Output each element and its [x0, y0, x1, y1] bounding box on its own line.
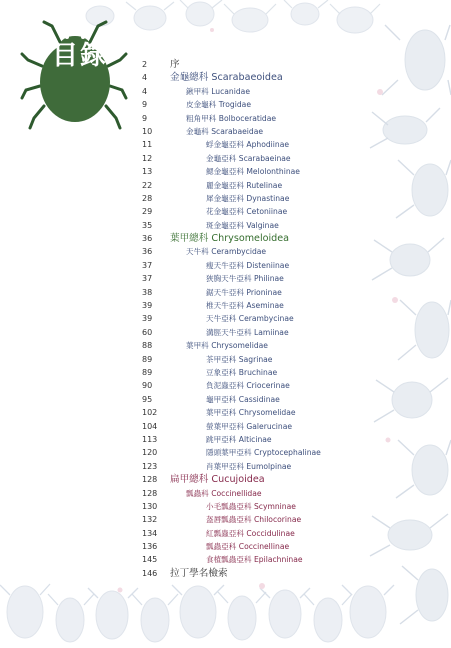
toc-entry-title: 溝脛天牛亞科 Lamiinae [206, 327, 289, 337]
toc-page-number: 136 [142, 542, 158, 552]
toc-entry [134, 567, 394, 580]
toc-page-number: 22 [142, 180, 153, 190]
toc-entry-title: 金龜亞科 Scarabaeinae [206, 153, 291, 163]
toc-entry [134, 366, 394, 379]
toc-entry [134, 379, 394, 392]
toc-page-number: 88 [142, 341, 153, 351]
toc-page-number: 37 [142, 274, 153, 284]
toc-entry [134, 513, 394, 526]
toc-page-number: 130 [142, 501, 158, 511]
toc-entry [134, 353, 394, 366]
toc-entry-title: 小毛瓢蟲亞科 Scymninae [206, 501, 296, 511]
toc-entry-title: 序 [170, 59, 180, 70]
toc-entry-title: 肖葉甲亞科 Eumolpinae [206, 461, 292, 471]
toc-entry [134, 406, 394, 419]
toc-entry [134, 152, 394, 165]
toc-entry-title: 鍬甲科 Lucanidae [186, 86, 251, 96]
toc-entry [134, 553, 394, 566]
toc-entry-title: 皮金龜科 Trogidae [186, 100, 251, 110]
toc-entry-title: 鋸天牛亞科 Prioninae [206, 287, 282, 297]
toc-entry [134, 326, 394, 339]
toc-entry [134, 393, 394, 406]
toc-entry [134, 58, 394, 71]
toc-entry [134, 420, 394, 433]
toc-entry-title: 拉丁學名檢索 [170, 567, 228, 579]
toc-entry [134, 165, 394, 178]
toc-page-number: 9 [142, 113, 148, 123]
toc-page-number: 134 [142, 528, 158, 538]
toc-page-number: 38 [142, 287, 153, 297]
toc-page-number: 36 [142, 247, 153, 257]
toc-entry-title: 粗角甲科 Bolboceratidae [186, 113, 277, 123]
toc-entry-title: 瓢蟲科 Coccinellidae [186, 488, 262, 498]
toc-entry [134, 71, 394, 84]
toc-entry [134, 339, 394, 352]
toc-entry [134, 98, 394, 111]
toc-entry-title: 犀金龜亞科 Dynastinae [206, 193, 290, 203]
toc-entry-title: 茶甲亞科 Sagrinae [206, 354, 273, 364]
toc-entry-title: 負泥蟲亞科 Criocerinae [206, 381, 290, 391]
toc-page-number: 29 [142, 207, 153, 217]
toc-page-number: 104 [142, 421, 158, 431]
toc-page-number: 35 [142, 220, 153, 230]
toc-entry [134, 446, 394, 459]
toc-title: 目錄 [51, 41, 108, 71]
toc-entry-title: 瓢蟲亞科 Coccinellinae [206, 542, 290, 552]
toc-entry [134, 500, 394, 513]
table-of-contents [134, 58, 394, 580]
toc-entry [134, 85, 394, 98]
toc-page-number: 90 [142, 381, 153, 391]
toc-page-number: 4 [142, 86, 148, 96]
toc-entry [134, 179, 394, 192]
toc-entry-title: 豆象亞科 Bruchinae [206, 367, 278, 377]
toc-entry [134, 460, 394, 473]
toc-entry [134, 205, 394, 218]
toc-page-number: 128 [142, 488, 158, 498]
toc-page-number: 9 [142, 100, 148, 110]
toc-entry-title: 跳甲亞科 Alticinae [206, 434, 272, 444]
toc-entry [134, 540, 394, 553]
toc-page-number: 2 [142, 60, 148, 69]
toc-page-number: 113 [142, 434, 158, 444]
toc-entry-title: 瘦天牛亞科 Disteniinae [206, 260, 290, 270]
toc-page-number: 89 [142, 354, 153, 364]
toc-page-number: 95 [142, 394, 153, 404]
toc-entry [134, 272, 394, 285]
toc-entry [134, 433, 394, 446]
toc-entry [134, 138, 394, 151]
toc-page-number: 28 [142, 193, 153, 203]
toc-entry-title: 葉甲亞科 Chrysomelidae [206, 408, 296, 418]
toc-entry [134, 125, 394, 138]
toc-page-number: 11 [142, 140, 153, 150]
toc-entry-title: 葉甲總科 Chrysomeloidea [170, 233, 290, 245]
toc-entry [134, 112, 394, 125]
toc-page-number: 10 [142, 126, 153, 136]
toc-entry-title: 隱頭葉甲亞科 Cryptocephalinae [206, 448, 321, 458]
toc-entry-title: 椎天牛亞科 Aseminae [206, 301, 284, 311]
toc-entry-title: 金龜總科 Scarabaeoidea [170, 72, 283, 84]
toc-page-number: 13 [142, 167, 153, 177]
toc-entry [134, 312, 394, 325]
toc-entry [134, 473, 394, 486]
toc-page-number: 37 [142, 260, 153, 270]
toc-entry [134, 245, 394, 258]
toc-entry-title: 紅瓢蟲亞科 Coccidulinae [206, 528, 295, 538]
toc-page-number: 36 [142, 234, 153, 244]
toc-entry [134, 487, 394, 500]
toc-entry-title: 鰓金龜亞科 Melolonthinae [206, 167, 300, 177]
toc-page-number: 60 [142, 327, 153, 337]
toc-entry-title: 麗金龜亞科 Rutelinae [206, 180, 283, 190]
toc-page-number: 120 [142, 448, 158, 458]
toc-entry-title: 天牛亞科 Cerambycinae [206, 314, 294, 324]
toc-entry [134, 286, 394, 299]
toc-entry [134, 219, 394, 232]
toc-page-number: 128 [142, 475, 158, 485]
toc-entry-title: 蜉金龜亞科 Aphodiinae [206, 140, 290, 150]
toc-entry [134, 259, 394, 272]
toc-entry-title: 狹胸天牛亞科 Philinae [206, 274, 284, 284]
toc-entry [134, 192, 394, 205]
toc-page-number: 146 [142, 568, 158, 578]
toc-entry [134, 232, 394, 245]
toc-page-number: 4 [142, 73, 148, 83]
toc-entry [134, 299, 394, 312]
toc-page-number: 12 [142, 153, 153, 163]
toc-entry-title: 斑金龜亞科 Valginae [206, 220, 279, 230]
toc-entry-title: 龜甲亞科 Cassidinae [206, 394, 280, 404]
toc-entry-title: 扁甲總科 Cucujoidea [170, 474, 265, 486]
toc-page-number: 132 [142, 515, 158, 525]
toc-page-number: 145 [142, 555, 158, 565]
toc-entry [134, 527, 394, 540]
toc-page-number: 123 [142, 461, 158, 471]
toc-entry-title: 盔唇瓢蟲亞科 Chilocorinae [206, 515, 302, 525]
toc-entry-title: 天牛科 Cerambycidae [186, 247, 267, 257]
toc-entry-title: 花金龜亞科 Cetoniinae [206, 207, 288, 217]
toc-entry-title: 螢葉甲亞科 Galerucinae [206, 421, 293, 431]
toc-page-number: 39 [142, 301, 153, 311]
toc-page-number: 39 [142, 314, 153, 324]
toc-page-number: 102 [142, 408, 158, 418]
toc-page-number: 89 [142, 367, 153, 377]
toc-entry-title: 金龜科 Scarabaeidae [186, 126, 264, 136]
toc-entry-title: 葉甲科 Chrysomelidae [186, 341, 268, 351]
beetle-emblem-icon [20, 14, 130, 134]
toc-entry-title: 食植瓢蟲亞科 Epilachninae [206, 555, 303, 565]
